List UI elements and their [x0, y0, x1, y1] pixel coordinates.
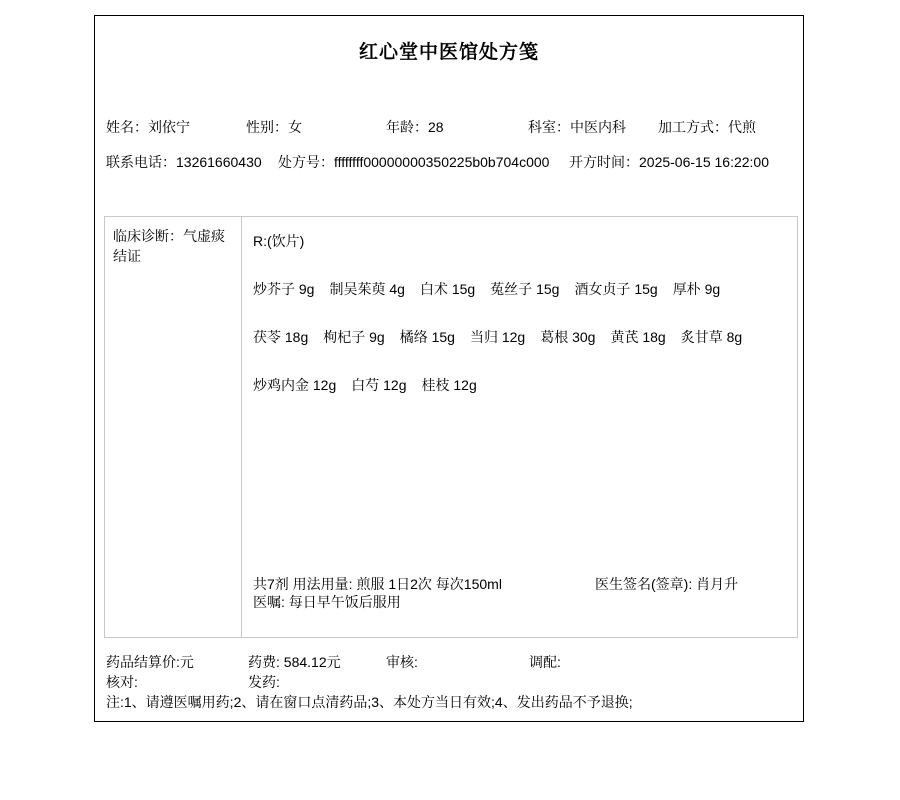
patient-name-field [106, 117, 190, 137]
patient-gender-label: 性别： [246, 119, 288, 135]
phone-value: 13261660430 [176, 154, 262, 170]
prescription-number-field [278, 152, 549, 172]
clinical-diagnosis-cell [105, 217, 242, 637]
prescription-number-label: 处方号： [278, 154, 334, 170]
herb-item: 炙甘草 8g [680, 329, 743, 345]
prescription-sheet [94, 15, 804, 722]
herb-item: 枸杞子 9g [323, 329, 385, 345]
herb-item: 当归 12g [469, 329, 526, 345]
drug-fee-label: 药费: [248, 654, 280, 670]
patient-age-value: 28 [428, 119, 444, 135]
prescription-number-value: ffffffff00000000350225b0b704c000 [334, 154, 550, 170]
department-value: 中医内科 [570, 119, 626, 135]
prescription-content-cell [243, 217, 797, 637]
patient-gender-field [246, 117, 302, 137]
processing-method-field [658, 117, 756, 137]
doctor-signature-label: 医生签名(签章): [595, 576, 697, 592]
page-title: 红心堂中医馆处方笺 [358, 42, 539, 63]
herb-item: 橘络 15g [399, 329, 455, 345]
prescription-time-label: 开方时间： [569, 154, 639, 170]
rx-header: R:(饮片) [253, 233, 305, 249]
herb-item: 黄芪 18g [610, 329, 666, 345]
doctor-signature-name: 肖月升 [696, 576, 739, 592]
phone-field [106, 152, 262, 172]
herb-item: 茯苓 18g [253, 329, 309, 345]
footer-note: 注:1、请遵医嘱用药;2、请在窗口点清药品;3、本处方当日有效;4、发出药品不予退换; [106, 694, 633, 710]
department-field [528, 117, 626, 137]
usage-text: 共7剂 用法用量: 煎服 1日2次 每次150ml [253, 576, 502, 592]
patient-age-label: 年龄： [386, 119, 428, 135]
herb-item: 厚朴 9g [672, 281, 721, 297]
herb-item: 炒鸡内金 12g [253, 377, 337, 393]
drug-release-label: 发药: [248, 674, 280, 690]
herb-item: 白芍 12g [351, 377, 407, 393]
department-label: 科室： [528, 119, 570, 135]
herb-item: 桂枝 12g [421, 377, 477, 393]
clinical-diagnosis-label: 临床诊断： [113, 228, 183, 244]
drug-fee-value: 584.12元 [279, 654, 341, 670]
phone-label: 联系电话： [106, 154, 176, 170]
prescription-time-value: 2025-06-15 16:22:00 [639, 154, 769, 170]
patient-name-value: 刘依宁 [148, 119, 190, 135]
prescription-table [104, 216, 798, 638]
patient-age-field [386, 117, 444, 137]
patient-gender-value: 女 [288, 119, 302, 135]
settlement-price-field [106, 652, 194, 672]
prescription-time-field [569, 152, 769, 172]
settlement-price-value: 元 [179, 654, 194, 670]
review-field [386, 652, 418, 672]
herb-item: 炒芥子 9g [253, 281, 315, 297]
check-field [106, 672, 138, 692]
rx-usage-block [253, 575, 787, 611]
drug-fee-field [248, 652, 341, 672]
herb-list [253, 265, 787, 409]
settlement-price-label: 药品结算价: [106, 654, 180, 670]
herb-item: 酒女贞子 15g [574, 281, 658, 297]
usage-line [253, 575, 787, 593]
dispensing-field [529, 652, 561, 672]
patient-name-label: 姓名： [106, 119, 148, 135]
herb-item: 葛根 30g [540, 329, 596, 345]
drug-release-field [248, 672, 280, 692]
herb-item: 菟丝子 15g [490, 281, 560, 297]
herb-item: 白术 15g [419, 281, 476, 297]
processing-method-label: 加工方式： [658, 119, 728, 135]
check-label: 核对: [106, 674, 138, 690]
clinical-diagnosis-value: 气虚痰结证 [113, 228, 225, 264]
herb-item: 制吴茱萸 4g [329, 281, 405, 297]
dispensing-label: 调配: [529, 654, 561, 670]
doctor-note: 医嘱: 每日早午饭后服用 [253, 594, 401, 610]
doctor-signature-field [595, 575, 738, 593]
review-label: 审核: [386, 654, 418, 670]
processing-method-value: 代煎 [728, 119, 756, 135]
